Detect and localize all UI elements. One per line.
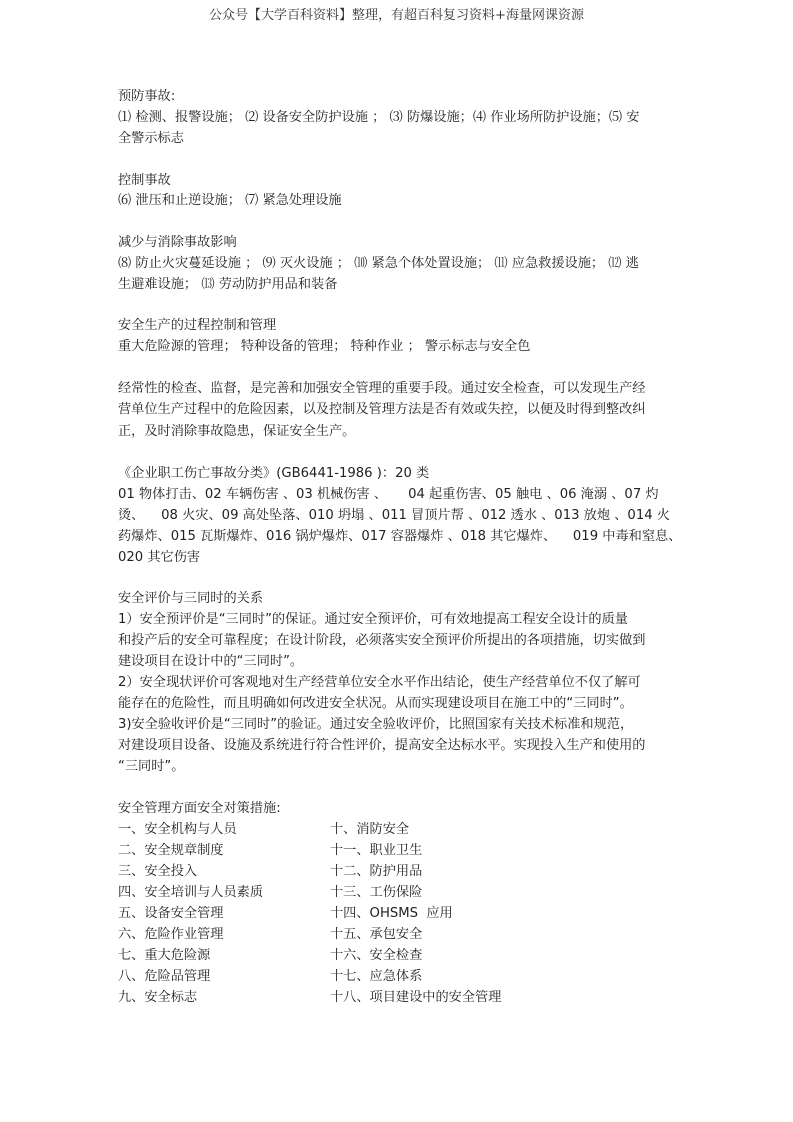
text-line: 020 其它伤害 — [118, 550, 201, 565]
text-line: 3)安全验收评价是“三同时”的验证。通过安全验收评价，比照国家有关技术标准和规范， — [118, 717, 634, 732]
measure-item: 八、危险品管理 — [118, 969, 211, 984]
text-line: 预防事故: — [118, 89, 176, 104]
text-line: ⑴ 检测、报警设施； ⑵ 设备安全防护设施 ； ⑶ 防爆设施；⑷ 作业场所防护设施；⑸ 安 — [118, 110, 640, 125]
text-line: 烫、 08 火灾、09 高处坠落、010 坍塌 、011 冒顶片帮 、012 透水 、013 放炮 、014 火 — [118, 508, 670, 523]
text-line: 药爆炸、015 瓦斯爆炸、016 锅炉爆炸、017 容器爆炸 、018 其它爆炸、 019 中毒和窒息、 — [118, 529, 682, 544]
measure-item: 十、消防安全 — [330, 822, 410, 837]
text-line: 建设项目在设计中的“三同时”。 — [118, 654, 304, 669]
measure-item: 十六、安全检查 — [330, 948, 423, 963]
text-line: 控制事故 — [118, 173, 171, 188]
measure-item: 十三、工伤保险 — [330, 885, 423, 900]
text-line: 安全评价与三同时的关系 — [118, 591, 264, 606]
text-line: 减少与消除事故影响 — [118, 235, 237, 250]
text-line: 营单位生产过程中的危险因素，以及控制及管理方法是否有效或失控，以便及时得到整改纠 — [118, 402, 646, 417]
text-line: 生避难设施； ⒀ 劳动防护用品和装备 — [118, 277, 338, 292]
text-line: 对建设项目设备、设施及系统进行符合性评价，提高安全达标水平。实现投入生产和使用的 — [118, 738, 646, 753]
page-header: 公众号【大学百科资料】整理，有超百科复习资料+海量网课资源 — [209, 8, 584, 23]
text-line: “三同时”。 — [118, 759, 185, 774]
text-line: 和投产后的安全可靠程度；在设计阶段，必须落实安全预评价所提出的各项措施，切实做到 — [118, 633, 646, 648]
measure-item: 十七、应急体系 — [330, 969, 423, 984]
text-line: 《企业职工伤亡事故分类》(GB6441-1986 )：20 类 — [118, 466, 430, 481]
text-line: 能存在的危险性，而且明确如何改进安全状况。从而实现建设项目在施工中的“三同时”。 — [118, 696, 633, 711]
text-line: 安全生产的过程控制和管理 — [118, 318, 277, 333]
measure-item: 十八、项目建设中的安全管理 — [330, 990, 502, 1005]
measure-item: 十四、OHSMS 应用 — [330, 906, 453, 921]
measure-item: 九、安全标志 — [118, 990, 198, 1005]
measure-item: 六、危险作业管理 — [118, 927, 224, 942]
text-line: 1）安全预评价是“三同时”的保证。通过安全预评价，可有效地提高工程安全设计的质量 — [118, 612, 628, 627]
measure-item: 十一、职业卫生 — [330, 843, 423, 858]
measure-item: 一、安全机构与人员 — [118, 822, 237, 837]
measure-item: 十五、承包安全 — [330, 927, 423, 942]
text-line: 安全管理方面安全对策措施: — [118, 801, 281, 816]
text-line: 重大危险源的管理； 特种设备的管理； 特种作业 ； 警示标志与安全色 — [118, 339, 531, 354]
text-line: 正，及时消除事故隐患，保证安全生产。 — [118, 424, 356, 439]
measure-item: 七、重大危险源 — [118, 948, 211, 963]
measure-item: 四、安全培训与人员素质 — [118, 885, 264, 900]
text-line: 全警示标志 — [118, 131, 184, 146]
measure-item: 五、设备安全管理 — [118, 906, 224, 921]
measure-item: 二、安全规章制度 — [118, 843, 224, 858]
measure-item: 十二、防护用品 — [330, 864, 423, 879]
text-line: 01 物体打击、02 车辆伤害 、03 机械伤害 、 04 起重伤害、05 触电 、06 淹溺 、07 灼 — [118, 487, 659, 502]
text-line: 经常性的检查、监督，是完善和加强安全管理的重要手段。通过安全检查，可以发现生产经 — [118, 381, 646, 396]
text-line: ⑹ 泄压和止逆设施； ⑺ 紧急处理设施 — [118, 193, 342, 208]
measure-item: 三、安全投入 — [118, 864, 198, 879]
text-line: ⑻ 防止火灾蔓延设施 ； ⑼ 灭火设施 ； ⑽ 紧急个体处置设施； ⑾ 应急救援设施； ⑿ 逃 — [118, 256, 639, 271]
text-line: 2）安全现状评价可客观地对生产经营单位安全水平作出结论，使生产经营单位不仅了解可 — [118, 675, 641, 690]
